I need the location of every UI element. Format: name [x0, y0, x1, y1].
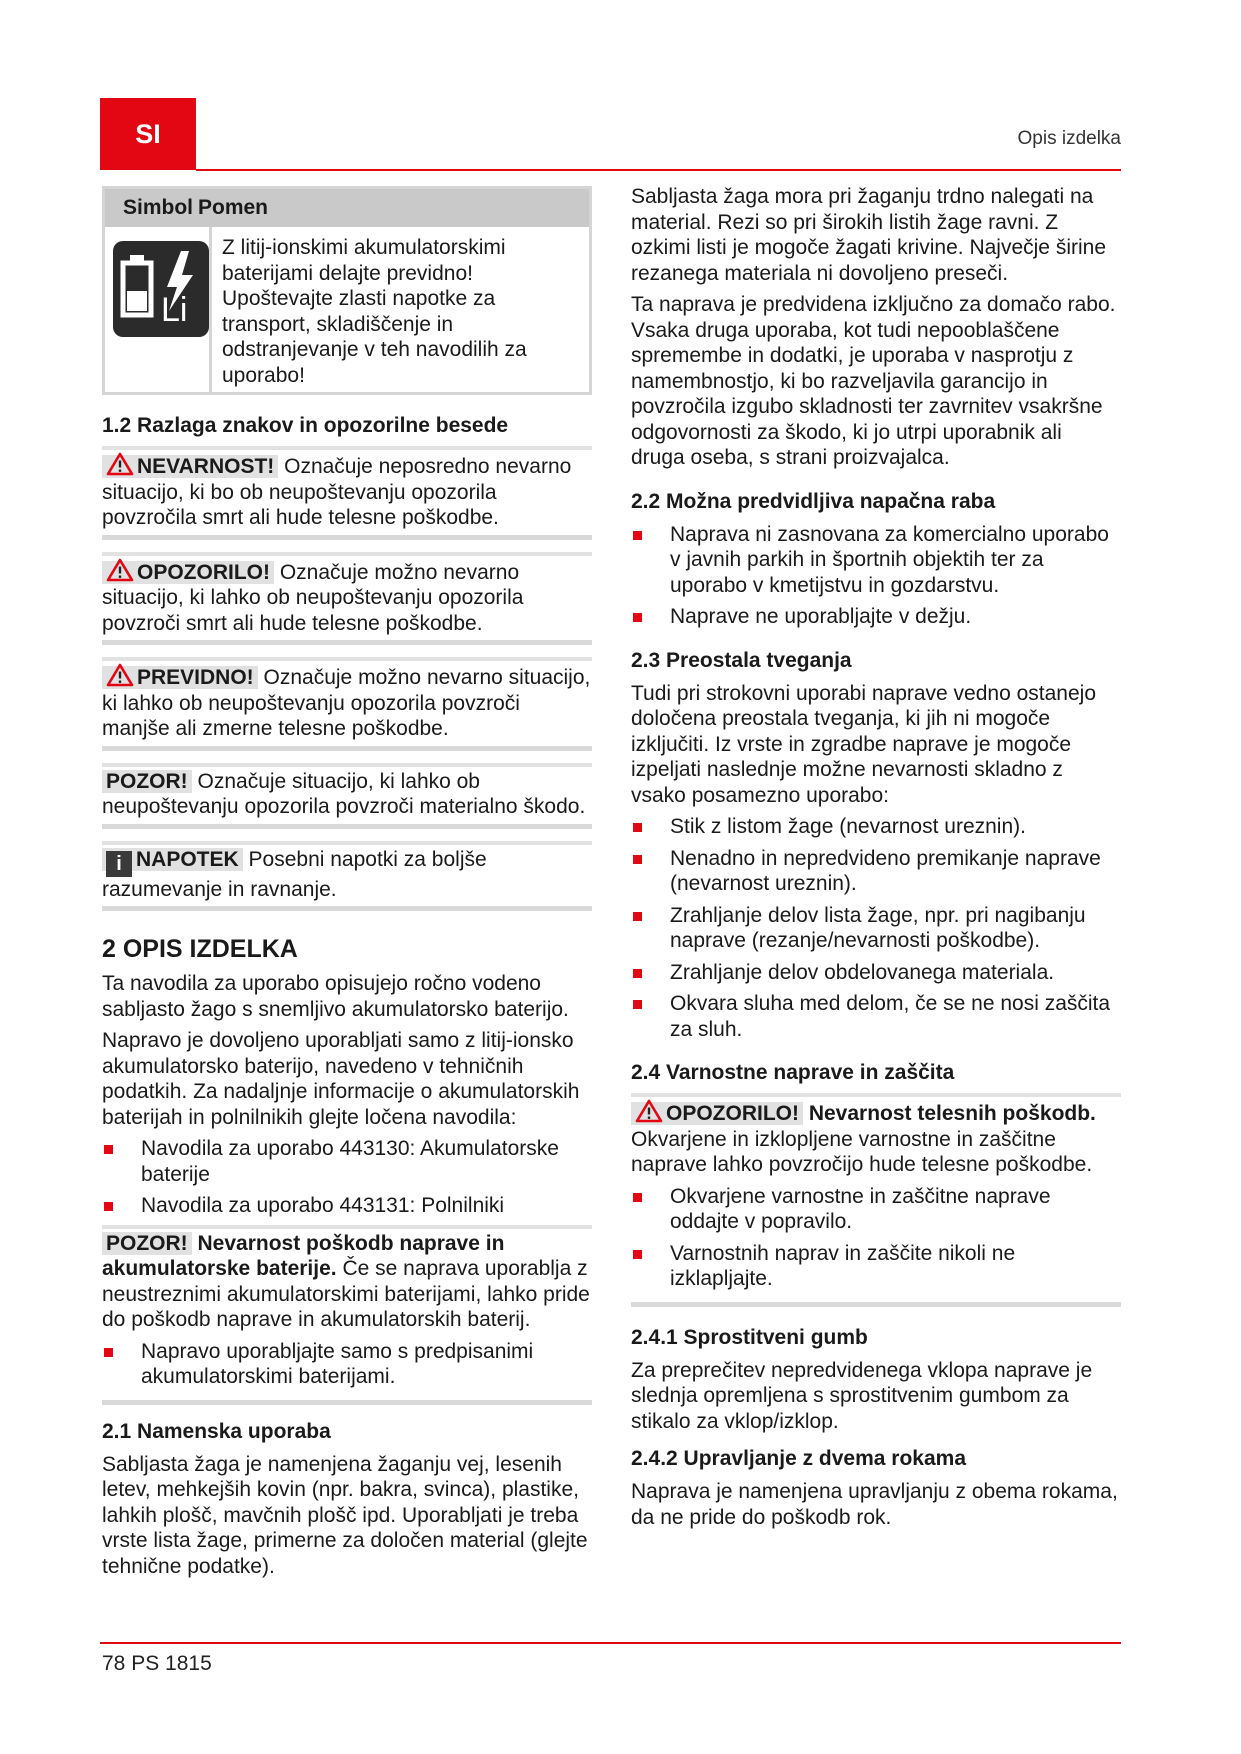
list-item: Napravo uporabljajte samo s predpisanimi akumulatorskimi baterijami. — [102, 1339, 592, 1390]
battery-notice-text: Če se naprava uporablja z neustreznimi akumulatorskimi baterijami, lahko pride do poškodb naprave in akumulatorskih baterij. — [102, 1257, 590, 1331]
right-column — [631, 184, 1121, 1536]
section-2-2-title: 2.2 Možna predvidljiva napačna raba — [631, 489, 996, 513]
section-2-4-1-title: 2.4.1 Sprostitveni gumb — [631, 1325, 868, 1349]
danger-box — [102, 446, 592, 540]
notice-text: Označuje situacijo, ki lahko ob neupoštevanju opozorila povzroči materialno škodo. — [102, 769, 586, 818]
section-2-4-title: 2.4 Varnostne naprave in zaščita — [631, 1061, 955, 1084]
safety-warning-bullets — [631, 1184, 1121, 1292]
danger-label-text: NEVARNOST! — [137, 455, 275, 478]
list-item: Varnostnih naprav in zaščite nikoli ne izklapljajte. — [631, 1241, 1121, 1292]
symbol-table — [102, 186, 592, 395]
symbol-table-header — [105, 189, 589, 227]
warning-label-text: OPOZORILO! — [137, 560, 270, 584]
notice-label: POZOR! — [102, 770, 192, 793]
list-item: Navodila za uporabo 443131: Polnilniki — [102, 1193, 592, 1219]
list-item: Okvarjene varnostne in zaščitne naprave oddajte v popravilo. — [631, 1184, 1121, 1235]
list-item: Zrahljanje delov obdelovanega materiala. — [631, 960, 1121, 986]
section-2-3-p1: Tudi pri strokovni uporabi naprave vedno ostanejo določena preostala tveganja, ki jih ni mogoče izključiti. Iz vrste in zgradbe naprave je mogoče izpeljati naslednje možne nevarnosti skladno z vsako posamezno uporabo: — [631, 681, 1097, 807]
battery-notice-box — [102, 1225, 592, 1405]
caution-box — [102, 657, 592, 751]
section-2-1-p1: Sabljasta žaga je namenjena žaganju vej, lesenih letev, mehkejših kovin (npr. bakra, svinca), plastike, lahkih plošč, mavčnih plošč ipd. Uporabljati je treba vrste lista žage, primerne za določen material (glejte tehnične podatke). — [102, 1452, 588, 1578]
safety-warning-label — [631, 1102, 803, 1125]
section-2-title: 2 OPIS IZDELKA — [102, 935, 298, 963]
note-label-text: NAPOTEK — [136, 847, 239, 871]
warning-triangle-icon — [635, 1099, 663, 1123]
footer-rule — [100, 1642, 1121, 1644]
section-2-1-p2: Sabljasta žaga mora pri žaganju trdno nalegati na material. Rezi so pri širokih listih žage ravni. Z ozkimi listi je mogoče žagati krivine. Največje širine rezanega materiala ni dovoljeno preseči. — [631, 185, 1107, 285]
list-item: Okvara sluha med delom, če se ne nosi zaščita za sluh. — [631, 991, 1121, 1042]
danger-label — [102, 455, 278, 478]
warning-label — [102, 561, 274, 584]
caution-label — [102, 666, 258, 689]
list-item: Nenadno in nepredvideno premikanje naprave (nevarnost ureznin). — [631, 846, 1121, 897]
note-label — [102, 847, 243, 875]
list-item: Naprava ni zasnovana za komercialno uporabo v javnih parkih in športnih objektih ter za uporabo v kmetijstvu in gozdarstvu. — [631, 522, 1121, 599]
notice-box — [102, 763, 592, 829]
symbol-cell — [105, 227, 212, 392]
symbol-meaning: Z litij-ionskimi akumulatorskimi baterijami delajte previdno! Upoštevajte zlasti napotke za transport, skladiščenje in odstranjevanje v teh navodilih za uporabo! — [222, 236, 527, 387]
section-2-3-title: 2.3 Preostala tveganja — [631, 648, 852, 672]
warning-triangle-icon — [106, 452, 134, 476]
warning-box — [102, 552, 592, 646]
page-footer: 78 PS 1815 — [102, 1652, 212, 1675]
list-item: Naprave ne uporabljajte v dežju. — [631, 604, 1121, 630]
safety-warning-box — [631, 1093, 1121, 1307]
note-box — [102, 841, 592, 912]
col-symbol: Simbol — [123, 196, 194, 220]
section-2-bullets — [102, 1136, 592, 1219]
list-item: Stik z listom žage (nevarnost ureznin). — [631, 814, 1121, 840]
language-tab: SI — [100, 98, 196, 170]
safety-warning-text: Okvarjene in izklopljene varnostne in zaščitne naprave lahko povzročijo hude telesne poškodbe. — [631, 1127, 1093, 1176]
caution-text: Označuje možno nevarno situacijo, ki lahko ob neupoštevanju opozorila povzroči manjše ali zmerne telesne poškodbe. — [102, 666, 591, 740]
warning-triangle-icon — [106, 558, 134, 582]
section-2-2-bullets — [631, 522, 1121, 630]
note-text: Posebni napotki za boljše razumevanje in ravnanje. — [102, 847, 487, 901]
left-column — [102, 184, 592, 1585]
safety-warning-label-text: OPOZORILO! — [666, 1102, 799, 1125]
section-2-4-2-p1: Naprava je namenjena upravljanju z obema rokama, da ne pride do poškodb rok. — [631, 1480, 1118, 1529]
list-item: Zrahljanje delov lista žage, npr. pri nagibanju naprave (rezanje/nevarnosti poškodbe). — [631, 903, 1121, 954]
danger-text: Označuje neposredno nevarno situacijo, ki bo ob neupoštevanju opozorila povzročila smrt ali hude telesne poškodbe. — [102, 455, 572, 529]
info-icon: i — [106, 851, 132, 877]
section-header-title: Opis izdelka — [1017, 128, 1121, 149]
section-2-4-2-title: 2.4.2 Upravljanje z dvema rokama — [631, 1447, 967, 1470]
section-1-2-title: 1.2 Razlaga znakov in opozorilne besede — [102, 414, 509, 437]
section-2-4-1-p1: Za preprečitev nepredvidenega vklopa naprave je slednja opremljena s sprostitvenim gumbom za stikalo za vklop/izklop. — [631, 1358, 1093, 1433]
battery-notice-bold: Nevarnost poškodb naprave in akumulatorske baterije. — [102, 1231, 505, 1280]
section-2-1-title: 2.1 Namenska uporaba — [102, 1419, 331, 1443]
symbol-table-row — [105, 227, 589, 392]
section-2-1-p3: Ta naprava je predvidena izključno za domačo rabo. Vsaka druga uporaba, kot tudi nepooblaščene spremembe in dodatki, je uporaba v nasprotju z namembnostjo, ki bo razveljavila garancijo in povzročila izgubo skladnosti ter zavrnitev vsakršne odgovornosti za škodo, ki jo utrpi uporabnik ali druga oseba, s strani proizvajalca. — [631, 293, 1116, 469]
battery-notice-label: POZOR! — [102, 1232, 192, 1255]
caution-label-text: PREVIDNO! — [137, 666, 254, 689]
section-2-p2: Napravo je dovoljeno uporabljati samo z litij-ionsko akumulatorsko baterijo, navedeno v tehničnih podatkih. Za nadaljnje informacije o akumulatorskih baterijah in polnilnikih glejte ločena navodila: — [102, 1029, 580, 1129]
warning-text: Označuje možno nevarno situacijo, ki lahko ob neupoštevanju opozorila povzroči smrt ali hude telesne poškodbe. — [102, 560, 524, 635]
list-item: Navodila za uporabo 443130: Akumulatorske baterije — [102, 1136, 592, 1187]
safety-warning-bold: Nevarnost telesnih poškodb. — [803, 1102, 1096, 1125]
battery-notice-bullets — [102, 1339, 592, 1390]
section-2-p1: Ta navodila za uporabo opisujejo ročno vodeno sabljasto žago s snemljivo akumulatorsko baterijo. — [102, 972, 569, 1021]
section-2-3-bullets — [631, 814, 1121, 1042]
warning-triangle-icon — [106, 663, 134, 687]
col-meaning: Pomen — [198, 196, 269, 220]
header-rule — [196, 169, 1121, 171]
li-label: Li — [161, 291, 188, 329]
li-ion-battery-icon — [113, 241, 209, 337]
